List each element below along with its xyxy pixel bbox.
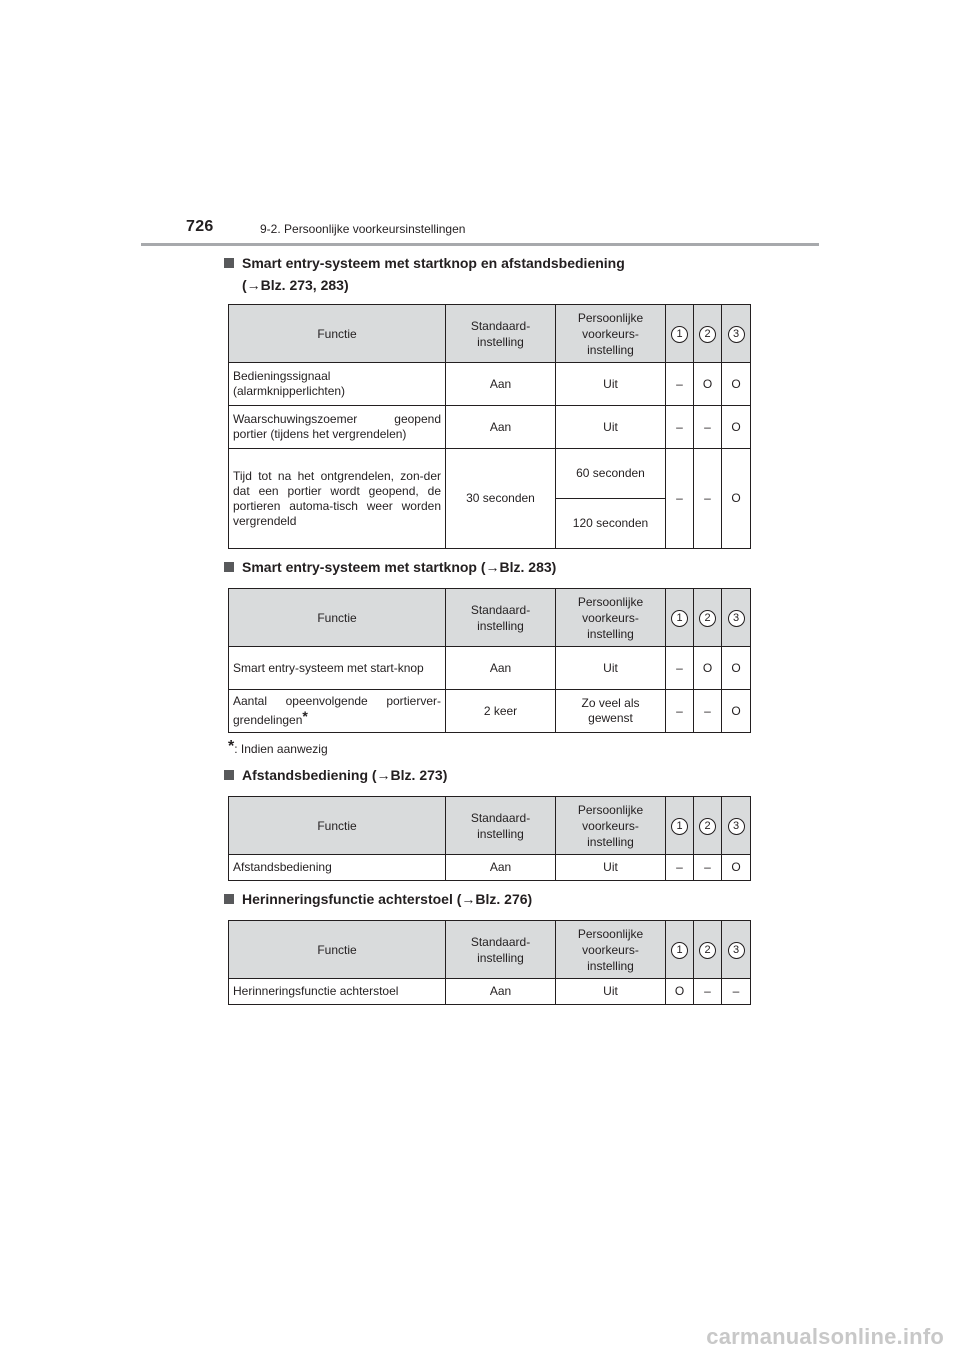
cell-col-3: O: [722, 855, 751, 881]
cell-default: 30 seconden: [446, 449, 556, 549]
circled-2-icon: 2: [699, 610, 716, 627]
cell-col-2: –: [694, 406, 722, 449]
heading-text: Smart entry-systeem met startknop en afstandsbediening: [242, 255, 625, 271]
square-bullet-icon: [224, 770, 234, 780]
header-col-1: [666, 305, 694, 363]
cell-col-2: O: [694, 363, 722, 406]
circled-2-icon: 2: [699, 326, 716, 343]
cell-function: Smart entry-systeem met start-knop: [229, 647, 446, 690]
cell-personal-option: 120 seconden: [556, 499, 666, 549]
header-col-1: [666, 589, 694, 647]
section-heading: [224, 888, 532, 910]
table-row: [229, 979, 751, 1005]
header-divider: [141, 243, 819, 246]
square-bullet-icon: [224, 258, 234, 268]
circled-3-icon: 3: [728, 942, 745, 959]
table-header-row: [229, 921, 751, 979]
table-row: [229, 647, 751, 690]
circled-1-icon: 1: [671, 942, 688, 959]
cell-col-2: –: [694, 979, 722, 1005]
cell-col-2: O: [694, 647, 722, 690]
section-heading: [224, 556, 556, 578]
cell-function: Waarschuwingszoemer geopend portier (tijdens het vergrendelen): [229, 406, 446, 449]
header-function: Functie: [229, 921, 446, 979]
cell-personal: Uit: [556, 855, 666, 881]
cell-col-3: –: [722, 979, 751, 1005]
heading-text: Herinneringsfunctie achterstoel (→Blz. 276): [242, 891, 533, 907]
header-function: Functie: [229, 797, 446, 855]
section-heading: [224, 764, 447, 786]
cell-personal: Uit: [556, 363, 666, 406]
square-bullet-icon: [224, 562, 234, 572]
footnote: [228, 738, 328, 756]
footnote-mark: *: [302, 708, 308, 724]
table-header-row: [229, 589, 751, 647]
heading-text: Smart entry-systeem met startknop (→Blz. 283): [242, 559, 557, 575]
header-col-1: [666, 921, 694, 979]
circled-2-icon: 2: [699, 818, 716, 835]
header-col-3: [722, 589, 751, 647]
cell-col-3: O: [722, 647, 751, 690]
circled-1-icon: 1: [671, 818, 688, 835]
square-bullet-icon: [224, 894, 234, 904]
table-row: [229, 855, 751, 881]
header-col-1: [666, 797, 694, 855]
header-col-3: [722, 305, 751, 363]
settings-table: [228, 304, 751, 549]
header-personal: Persoonlijke voorkeurs- instelling: [556, 589, 666, 647]
header-col-2: [694, 305, 722, 363]
table-row: [229, 363, 751, 406]
cell-personal: Zo veel als gewenst: [556, 690, 666, 733]
header-col-2: [694, 589, 722, 647]
header-col-2: [694, 921, 722, 979]
cell-default: Aan: [446, 855, 556, 881]
cell-default: Aan: [446, 406, 556, 449]
settings-table: [228, 588, 751, 733]
cell-col-1: O: [666, 979, 694, 1005]
cell-col-2: –: [694, 690, 722, 733]
header-function: Functie: [229, 305, 446, 363]
cell-function: Afstandsbediening: [229, 855, 446, 881]
cell-col-2: –: [694, 855, 722, 881]
cell-personal-option: 60 seconden: [556, 449, 666, 499]
circled-3-icon: 3: [728, 610, 745, 627]
settings-table: [228, 796, 751, 881]
cell-default: 2 keer: [446, 690, 556, 733]
header-default: Standaard- instelling: [446, 589, 556, 647]
cell-col-1: –: [666, 406, 694, 449]
cell-col-1: –: [666, 449, 694, 549]
cell-personal: Uit: [556, 979, 666, 1005]
cell-col-1: –: [666, 855, 694, 881]
header-default: Standaard- instelling: [446, 797, 556, 855]
cell-function: Tijd tot na het ontgrendelen, zon-der dat een portier wordt geopend, de portieren automa-tisch weer worden vergrendeld: [229, 449, 446, 549]
cell-col-3: O: [722, 449, 751, 549]
header-personal: Persoonlijke voorkeurs- instelling: [556, 921, 666, 979]
heading-text: Afstandsbediening (→Blz. 273): [242, 767, 448, 783]
circled-1-icon: 1: [671, 326, 688, 343]
section-title: 9-2. Persoonlijke voorkeursinstellingen: [260, 222, 466, 236]
table-row: [229, 449, 751, 499]
cell-col-3: O: [722, 690, 751, 733]
table-row: [229, 690, 751, 733]
cell-default: Aan: [446, 979, 556, 1005]
footnote-star: *: [228, 738, 235, 755]
header-function: Functie: [229, 589, 446, 647]
footnote-text: : Indien aanwezig: [234, 742, 328, 756]
section-heading: [224, 252, 625, 296]
cell-col-1: –: [666, 690, 694, 733]
circled-1-icon: 1: [671, 610, 688, 627]
table-header-row: [229, 305, 751, 363]
cell-col-1: –: [666, 363, 694, 406]
cell-default: Aan: [446, 647, 556, 690]
table-row: [229, 406, 751, 449]
cell-col-1: –: [666, 647, 694, 690]
header-personal: Persoonlijke voorkeurs- instelling: [556, 305, 666, 363]
circled-3-icon: 3: [728, 326, 745, 343]
table-header-row: [229, 797, 751, 855]
circled-2-icon: 2: [699, 942, 716, 959]
cell-col-3: O: [722, 406, 751, 449]
cell-function: Bedieningssignaal (alarmknipperlichten): [229, 363, 446, 406]
heading-reference: (→Blz. 273, 283): [242, 277, 349, 293]
settings-table: [228, 920, 751, 1005]
page-number: 726: [186, 218, 214, 235]
header-default: Standaard- instelling: [446, 305, 556, 363]
watermark: carmanualsonline.info: [706, 1324, 944, 1349]
header-default: Standaard- instelling: [446, 921, 556, 979]
header-col-3: [722, 921, 751, 979]
cell-personal: Uit: [556, 647, 666, 690]
cell-col-2: –: [694, 449, 722, 549]
circled-3-icon: 3: [728, 818, 745, 835]
cell-col-3: O: [722, 363, 751, 406]
cell-function: Aantal opeenvolgende portierver-grendelingen*: [229, 690, 446, 733]
header-col-2: [694, 797, 722, 855]
cell-default: Aan: [446, 363, 556, 406]
cell-personal: Uit: [556, 406, 666, 449]
cell-function: Herinneringsfunctie achterstoel: [229, 979, 446, 1005]
header-personal: Persoonlijke voorkeurs- instelling: [556, 797, 666, 855]
header-col-3: [722, 797, 751, 855]
